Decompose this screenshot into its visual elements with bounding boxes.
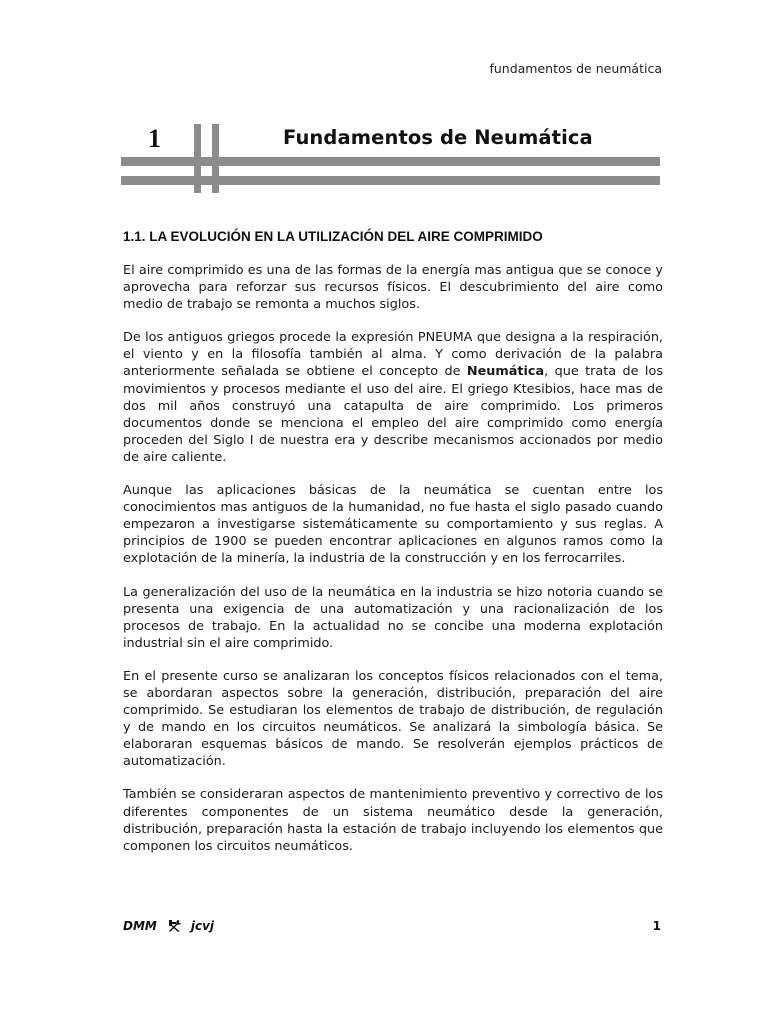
paragraph-text: , que trata de los movimientos y procesos mediante el uso del aire. El griego Ktesibios, hace mas de dos mil años construyó una catapulta de aire comprimido. Los primeros documentos donde se menciona el empleo del aire comprimido como energía proceden del Siglo I de nuestra era y describe mecanismos accionados por medio de aire caliente. bbox=[123, 364, 663, 465]
running-header: fundamentos de neumática bbox=[489, 61, 662, 76]
chapter-number: 1 bbox=[148, 124, 161, 153]
header-rule bbox=[121, 157, 660, 166]
paragraph-text: De los antiguos griegos procede la expresión PNEUMA que designa a la respiración, el viento y en la filosofía también al alma. Y como derivación de la palabra anteriormente señalada se obtiene el concepto de bbox=[123, 330, 663, 380]
paragraph: En el presente curso se analizaran los conceptos físicos relacionados con el tema, se abordaran aspectos sobre la generación, distribución, preparación del aire comprimido. Se estudiaran los elementos de trabajo de distribución, de regulación y de mando en los circuitos neumáticos. Se analizará la simbología básica. Se elaboraran esquemas básicos de mando. Se resolverán ejemplos prácticos de automatización. bbox=[123, 668, 663, 770]
paragraph: La generalización del uso de la neumática en la industria se hizo notoria cuando se presenta una exigencia de una automatización y una racionalización de los procesos de trabajo. En la actualidad no se concibe una moderna explotación industrial sin el aire comprimido. bbox=[123, 584, 663, 651]
body-text bbox=[123, 262, 663, 871]
footer-author-a: DMM bbox=[123, 919, 157, 933]
footer-author bbox=[123, 919, 214, 933]
paragraph: El aire comprimido es una de las formas de la energía mas antigua que se conoce y aprovecha para reforzar sus recursos físicos. El descubrimiento del aire como medio de trabajo se remonta a muchos siglos. bbox=[123, 263, 663, 313]
paragraph: Aunque las aplicaciones básicas de la neumática se cuentan entre los conocimientos mas antiguos de la humanidad, no fue hasta el siglo pasado cuando empezaron a investigarse sistemáticamente su comportamiento y sus reglas. A principios de 1900 se pueden encontrar aplicaciones en algunos ramos como la explotación de la minería, la industria de la construcción y en los ferrocarriles. bbox=[123, 483, 663, 567]
page-number: 1 bbox=[652, 919, 661, 933]
paragraph bbox=[123, 329, 663, 466]
header-rule bbox=[121, 176, 660, 185]
bold-term: Neumática bbox=[466, 364, 545, 380]
chapter-title: Fundamentos de Neumática bbox=[283, 126, 593, 149]
footer-author-b: jcvj bbox=[190, 919, 215, 933]
hammer-wrench-icon bbox=[167, 919, 181, 933]
section-heading: 1.1. LA EVOLUCIÓN EN LA UTILIZACIÓN DEL AIRE COMPRIMIDO bbox=[123, 229, 543, 244]
paragraph: También se consideraran aspectos de mantenimiento preventivo y correctivo de los diferentes componentes de un sistema neumático desde la generación, distribución, preparación hasta la estación de trabajo incluyendo los elementos que componen los circuitos neumáticos. bbox=[123, 787, 663, 854]
